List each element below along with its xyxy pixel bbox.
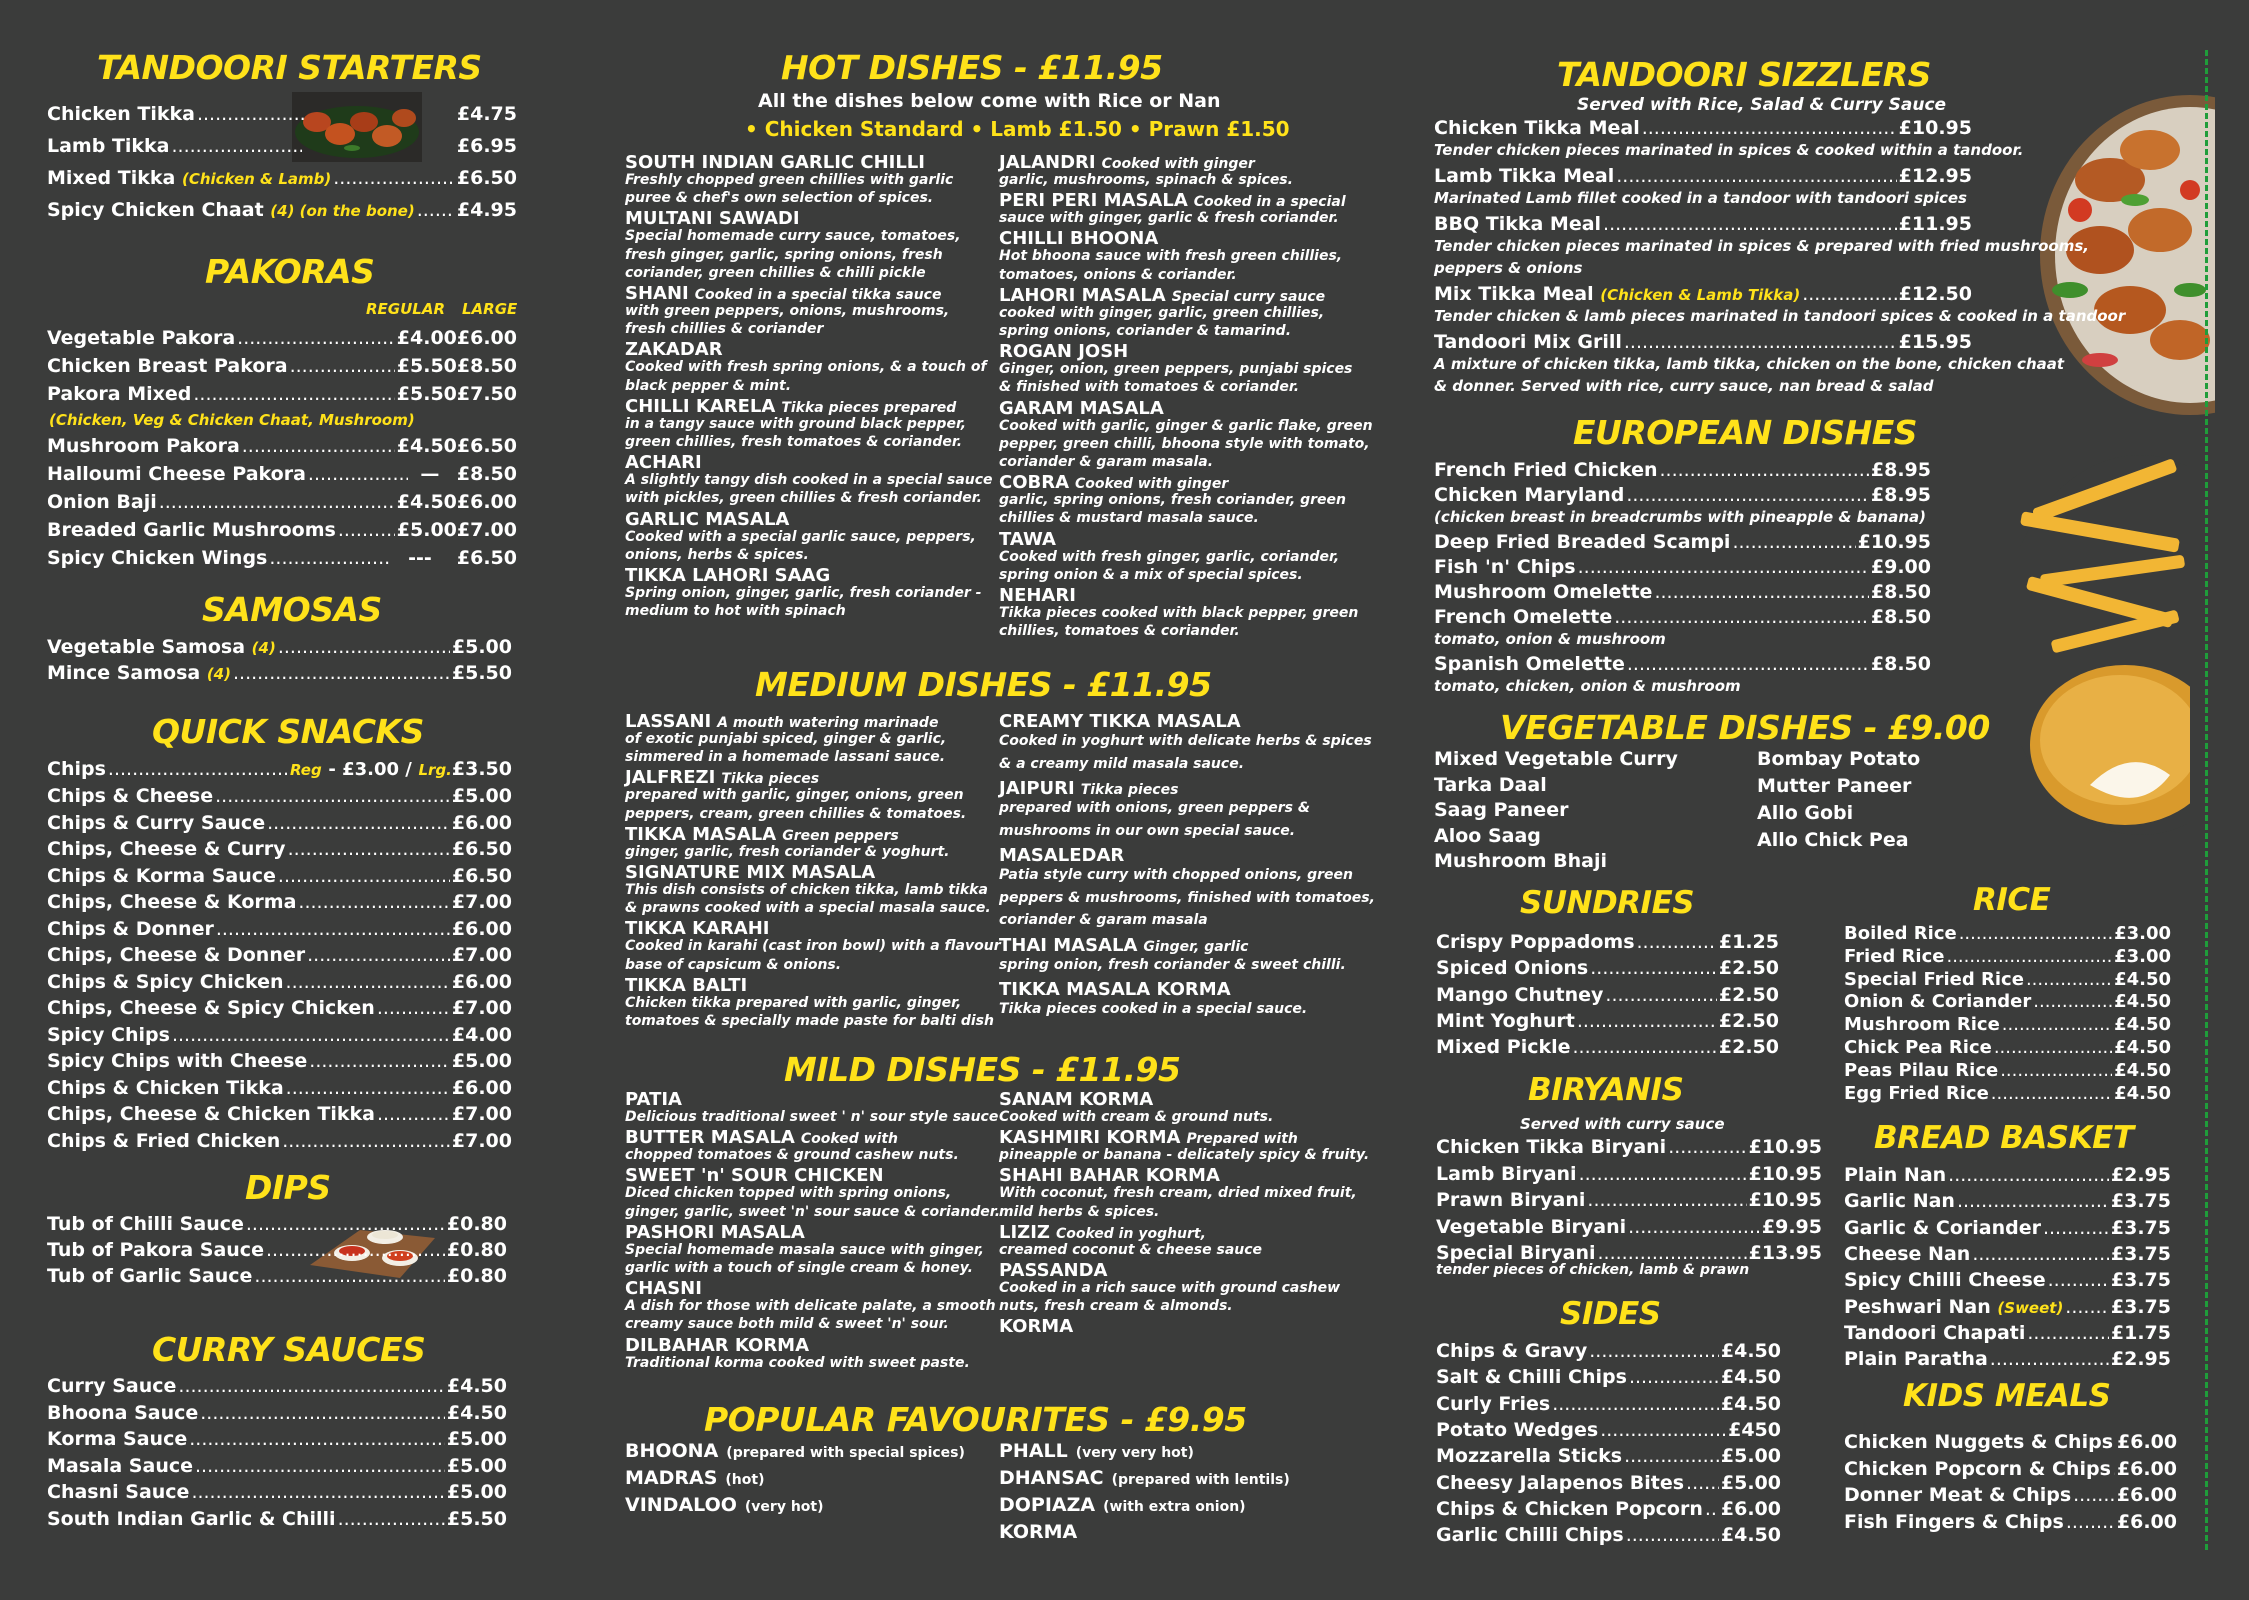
chips-row: Chips ..... Reg - £3.00 / Lrg. £3.50: [47, 758, 512, 780]
dish-inline-desc: Tikka pieces prepared: [781, 399, 957, 416]
dish-name: LIZIZ Cooked in yoghurt,: [999, 1221, 1206, 1243]
sundry-row: Mango Chutney ..... £2.50: [1436, 984, 1779, 1006]
dish-description: chillies, tomatoes & coriander.: [999, 623, 1240, 640]
snack-row: Chips, Cheese & Donner ..... £7.00: [47, 944, 512, 966]
dish-description: onions, herbs & spices.: [625, 546, 809, 563]
dish-inline-desc: Tikka pieces: [721, 771, 820, 788]
hot-dishes-title: HOT DISHES - £11.95: [781, 48, 1163, 87]
sundry-row: Crispy Poppadoms ..... £1.25: [1436, 931, 1779, 953]
dish-description: creamed coconut & cheese sauce: [999, 1241, 1263, 1258]
european-row: Spanish Omelette ..... £8.50: [1434, 653, 1931, 675]
dish-name: TIKKA LAHORI SAAG: [625, 565, 831, 586]
hot-dishes-options: • Chicken Standard • Lamb £1.50 • Prawn £1.50: [745, 117, 1290, 141]
dish-description: Freshly chopped green chillies with garlic: [625, 172, 954, 188]
favourite-item: DHANSAC (prepared with lentils): [999, 1467, 1290, 1489]
biryani-special-note: tender pieces of chicken, lamb & prawn: [1436, 1262, 1750, 1278]
biryani-row: Chicken Tikka Biryani ..... £10.95: [1436, 1136, 1822, 1158]
dish-name: SOUTH INDIAN GARLIC CHILLI: [625, 152, 925, 173]
dish-name: SHAHI BAHAR KORMA: [999, 1165, 1220, 1187]
pakora-row: Chicken Breast Pakora ..... £5.50 £8.50: [47, 355, 517, 377]
dish-description: Special homemade curry sauce, tomatoes,: [625, 228, 961, 245]
dish-description: nuts, fresh cream & almonds.: [999, 1298, 1233, 1315]
vegetable-item: Mixed Vegetable Curry: [1434, 748, 1678, 770]
snack-row: Spicy Chips with Cheese ..... £5.00: [47, 1050, 512, 1072]
dish-inline-desc: A mouth watering marinade: [717, 715, 939, 731]
kids-row: Chicken Nuggets & Chips £6.00: [1844, 1431, 2178, 1453]
dish-description: Chicken tikka prepared with garlic, ginger,: [625, 994, 962, 1011]
european-row: Chicken Maryland ..... £8.95: [1434, 484, 1931, 506]
sizzler-row: Chicken Tikka Meal ..... £10.95: [1434, 117, 1972, 139]
snack-row: Chips, Cheese & Curry ..... £6.50: [47, 838, 512, 860]
dish-name: ACHARI: [625, 452, 702, 474]
vegetable-item: Tarka Daal: [1434, 773, 1547, 796]
bread-row: Garlic Nan ..... £3.75: [1844, 1190, 2171, 1212]
dish-description: & finished with tomatoes & coriander.: [999, 379, 1300, 396]
dish-description: fresh ginger, garlic, spring onions, fresh: [625, 246, 943, 263]
dish-description: Cooked with cream & ground nuts.: [999, 1109, 1274, 1125]
dish-name: TIKKA KARAHI: [625, 918, 770, 940]
biryani-row: Vegetable Biryani ..... £9.95: [1436, 1216, 1822, 1238]
side-row: Potato Wedges ..... £450: [1436, 1419, 1781, 1441]
vegetable-item: Mushroom Bhaji: [1434, 850, 1608, 872]
dish-name: SANAM KORMA: [999, 1089, 1154, 1110]
dish-description: coriander & garam masala: [999, 912, 1208, 928]
bread-row: Peshwari Nan (Sweet) ..... £3.75: [1844, 1296, 2171, 1318]
dish-description: Delicious traditional sweet ' n' sour style sauce: [625, 1109, 999, 1125]
vegetable-item: Mutter Paneer: [1757, 775, 1912, 797]
dish-name: PASSANDA: [999, 1260, 1108, 1281]
dish-description: Diced chicken topped with spring onions,: [625, 1185, 952, 1202]
european-row: Deep Fried Breaded Scampi ..... £10.95: [1434, 531, 1931, 553]
dish-name: TIKKA BALTI: [625, 974, 748, 996]
bread-basket-title: BREAD BASKET: [1874, 1120, 2134, 1156]
dish-description: chopped tomatoes & ground cashew nuts.: [625, 1147, 959, 1164]
pakora-row: Onion Baji ..... £4.50 £6.00: [47, 491, 517, 513]
dish-inline-desc: Green peppers: [782, 827, 899, 844]
biryani-row: Lamb Biryani ..... £10.95: [1436, 1163, 1822, 1185]
sundry-row: Mint Yoghurt ..... £2.50: [1436, 1010, 1779, 1032]
dip-row: Tub of Garlic Sauce ..... £0.80: [47, 1265, 507, 1287]
mild-dishes-title: MILD DISHES - £11.95: [784, 1050, 1181, 1089]
vegetable-dishes-title: VEGETABLE DISHES - £9.00: [1500, 708, 1990, 747]
snack-row: Chips, Cheese & Korma ..... £7.00: [47, 891, 512, 913]
dish-description: coriander & garam masala.: [999, 454, 1214, 470]
sizzler-row: Mix Tikka Meal (Chicken & Lamb Tikka) ..... £12.50: [1434, 283, 1972, 305]
curry-sauces-title: CURRY SAUCES: [152, 1330, 426, 1369]
side-row: Mozzarella Sticks ..... £5.00: [1436, 1445, 1781, 1467]
rice-row: Boiled Rice ..... £3.00: [1844, 923, 2171, 944]
dish-name: DILBAHAR KORMA: [625, 1334, 810, 1356]
pakora-row: Vegetable Pakora ..... £4.00 £6.00: [47, 327, 517, 349]
sides-title: SIDES: [1560, 1296, 1661, 1332]
dish-name: MULTANI SAWADI: [625, 208, 800, 230]
european-description: tomato, onion & mushroom: [1434, 630, 1666, 648]
favourite-item: BHOONA (prepared with special spices): [625, 1440, 965, 1462]
snack-row: Chips & Spicy Chicken ..... £6.00: [47, 971, 512, 993]
snack-row: Chips & Donner ..... £6.00: [47, 918, 512, 940]
bread-row: Spicy Chilli Cheese ..... £3.75: [1844, 1269, 2171, 1291]
side-row: Curly Fries ..... £4.50: [1436, 1393, 1781, 1415]
starter-row: Spicy Chicken Chaat (4) (on the bone) ..... £4.95: [47, 199, 517, 221]
dish-description: A slightly tangy dish cooked in a special sauce: [625, 472, 993, 489]
sundry-row: Mixed Pickle ..... £2.50: [1436, 1036, 1779, 1058]
sizzler-description: Tender chicken pieces marinated in spices & cooked within a tandoor.: [1434, 141, 2024, 159]
dish-inline-desc: Cooked in a special tikka sauce: [694, 287, 942, 303]
dish-description: peppers & mushrooms, finished with tomatoes,: [999, 889, 1375, 906]
dish-description: A dish for those with delicate palate, a smooth: [625, 1298, 996, 1315]
sizzler-description: Tender chicken & lamb pieces marinated in tandoori spices & cooked in a tandoor: [1434, 307, 2126, 325]
dish-description: fresh chillies & coriander: [625, 321, 824, 338]
dish-name: TAWA: [999, 528, 1056, 550]
dish-description: Cooked with a special garlic sauce, peppers,: [625, 528, 976, 545]
dish-inline-desc: Special curry sauce: [1171, 288, 1326, 305]
quick-snacks-title: QUICK SNACKS: [152, 712, 424, 751]
dish-name: KASHMIRI KORMA Prepared with: [999, 1127, 1298, 1149]
dish-description: garlic, spring onions, fresh coriander, green: [999, 492, 1347, 509]
dish-description: Cooked with fresh ginger, garlic, coriander,: [999, 548, 1340, 565]
sizzler-photo: [2040, 90, 2215, 420]
dish-name: MASALEDAR: [999, 845, 1125, 866]
rice-row: Peas Pilau Rice ..... £4.50: [1844, 1060, 2171, 1081]
european-description: tomato, chicken, onion & mushroom: [1434, 677, 1741, 695]
dish-description: chillies & mustard masala sauce.: [999, 510, 1259, 527]
dish-description: green chillies, fresh tomatoes & coriander.: [625, 434, 963, 450]
snack-row: Spicy Chips ..... £4.00: [47, 1024, 512, 1046]
dish-name: PASHORI MASALA: [625, 1221, 805, 1243]
european-row: French Fried Chicken ..... £8.95: [1434, 459, 1931, 481]
biryani-row: Special Biryani ..... £13.95: [1436, 1242, 1822, 1264]
dish-description: coriander, green chillies & chilli pickle: [625, 264, 926, 281]
european-dishes-title: EUROPEAN DISHES: [1573, 413, 1918, 452]
sauce-row: Bhoona Sauce ..... £4.50: [47, 1402, 507, 1424]
pakora-mixed-note: (Chicken, Veg & Chicken Chaat, Mushroom): [49, 411, 415, 429]
dish-name: JALANDRI Cooked with ginger: [999, 152, 1255, 173]
dish-name: JALFREZI Tikka pieces: [625, 767, 820, 789]
dish-description: Tikka pieces cooked with black pepper, green: [999, 605, 1359, 621]
rice-row: Egg Fried Rice ..... £4.50: [1844, 1083, 2171, 1104]
fold-line: [2205, 50, 2208, 1550]
vegetable-item: Bombay Potato: [1757, 748, 1921, 770]
samosas-title: SAMOSAS: [202, 590, 382, 629]
starter-row: Chicken Tikka ..... £4.75: [47, 103, 517, 125]
hot-dishes-subtitle: All the dishes below come with Rice or Nan: [758, 90, 1221, 112]
kids-row: Fish Fingers & Chips ..... £6.00: [1844, 1511, 2177, 1533]
dish-description: This dish consists of chicken tikka, lamb tikka: [625, 882, 988, 898]
dish-description: pineapple or banana - delicately spicy & fruity.: [999, 1147, 1370, 1164]
dish-inline-desc: Cooked with: [800, 1131, 898, 1148]
dish-description: in a tangy sauce with ground black pepper,: [625, 415, 967, 432]
side-row: Garlic Chilli Chips ..... £4.50: [1436, 1524, 1781, 1546]
dish-name: NEHARI: [999, 585, 1076, 606]
fish-chips-photo: [2020, 455, 2190, 835]
pakora-regular-header: REGULAR: [366, 300, 446, 318]
dish-description: Cooked in a rich sauce with ground cashew: [999, 1280, 1341, 1296]
sizzler-row: Tandoori Mix Grill ..... £15.95: [1434, 331, 1972, 353]
dish-name: TIKKA MASALA Green peppers: [625, 823, 899, 845]
bread-row: Plain Paratha ..... £2.95: [1844, 1348, 2171, 1370]
dish-inline-desc: Cooked with ginger: [1075, 476, 1229, 493]
samosa-row: Vegetable Samosa (4) ..... £5.00: [47, 636, 512, 658]
snack-row: Chips, Cheese & Spicy Chicken ..... £7.00: [47, 997, 512, 1019]
bread-row: Tandoori Chapati ..... £1.75: [1844, 1322, 2171, 1344]
dip-row: Tub of Pakora Sauce ..... £0.80: [47, 1239, 507, 1261]
dish-description: medium to hot with spinach: [625, 603, 846, 620]
dish-name: GARAM MASALA: [999, 397, 1164, 419]
bread-row: Plain Nan ..... £2.95: [1844, 1164, 2171, 1186]
samosa-row: Mince Samosa (4) ..... £5.50: [47, 662, 512, 684]
favourite-item: KORMA: [999, 1521, 1078, 1543]
rice-row: Mushroom Rice ..... £4.50: [1844, 1014, 2171, 1035]
favourite-item: PHALL (very very hot): [999, 1440, 1194, 1462]
dish-description: prepared with onions, green peppers &: [999, 800, 1311, 816]
dish-description: & a creamy mild masala sauce.: [999, 755, 1245, 772]
dish-description: black pepper & mint.: [625, 377, 792, 394]
sauce-row: South Indian Garlic & Chilli ..... £5.50: [47, 1508, 507, 1530]
dish-description: Patia style curry with chopped onions, green: [999, 867, 1353, 883]
sauce-row: Curry Sauce ..... £4.50: [47, 1375, 507, 1397]
snack-row: Chips, Cheese & Chicken Tikka ..... £7.00: [47, 1103, 512, 1125]
sauce-row: Korma Sauce ..... £5.00: [47, 1428, 507, 1450]
pakora-row: Halloumi Cheese Pakora ..... — £8.50: [47, 463, 517, 485]
snack-row: Chips & Chicken Tikka ..... £6.00: [47, 1077, 512, 1099]
pakora-row: Pakora Mixed ..... £5.50 £7.50: [47, 383, 517, 405]
pakora-row: Mushroom Pakora ..... £4.50 £6.50: [47, 435, 517, 457]
european-row: Mushroom Omelette ..... £8.50: [1434, 581, 1931, 603]
dish-name: CREAMY TIKKA MASALA: [999, 711, 1241, 732]
dish-name: SIGNATURE MIX MASALA: [625, 862, 876, 883]
dish-name: PERI PERI MASALA Cooked in a special: [999, 190, 1346, 212]
dish-description: mushrooms in our own special sauce.: [999, 822, 1296, 839]
sizzler-description: A mixture of chicken tikka, lamb tikka, chicken on the bone, chicken chaat: [1434, 355, 2065, 373]
dish-name: BUTTER MASALA Cooked with: [625, 1127, 898, 1149]
pakora-large-header: LARGE: [462, 300, 518, 318]
dish-description: Ginger, onion, green peppers, punjabi spices: [999, 361, 1353, 378]
dish-description: tomatoes, onions & coriander.: [999, 266, 1237, 283]
dish-name: ROGAN JOSH: [999, 341, 1129, 363]
dish-name: ZAKADAR: [625, 339, 723, 361]
medium-dishes-title: MEDIUM DISHES - £11.95: [755, 665, 1212, 704]
sizzler-row: Lamb Tikka Meal ..... £12.95: [1434, 165, 1972, 187]
dish-description: ginger, garlic, sweet 'n' sour sauce & coriander.: [625, 1203, 1001, 1220]
sizzler-description: Marinated Lamb fillet cooked in a tandoor with tandoori spices: [1434, 189, 1967, 207]
tandoori-sizzlers-title: TANDOORI SIZZLERS: [1557, 55, 1931, 94]
sizzler-description: & donner. Served with rice, curry sauce, nan bread & salad: [1434, 377, 1934, 395]
dish-name: COBRA Cooked with ginger: [999, 472, 1229, 494]
dish-description: Cooked in yoghurt with delicate herbs & spices: [999, 733, 1372, 749]
dish-inline-desc: Cooked with ginger: [1101, 156, 1255, 172]
rice-title: RICE: [1973, 882, 2051, 918]
dish-description: creamy sauce both mild & sweet 'n' sour.: [625, 1316, 949, 1333]
side-row: Chips & Chicken Popcorn ..... £6.00: [1436, 1498, 1781, 1520]
sizzler-row: BBQ Tikka Meal ..... £11.95: [1434, 213, 1972, 235]
dish-description: prepared with garlic, ginger, onions, green: [625, 787, 964, 804]
dish-description: peppers, cream, green chillies & tomatoes.: [625, 805, 967, 822]
favourite-item: DOPIAZA (with extra onion): [999, 1494, 1246, 1516]
snack-row: Chips & Fried Chicken ..... £7.00: [47, 1130, 512, 1152]
snack-row: Chips & Cheese ..... £5.00: [47, 785, 512, 807]
dish-description: of exotic punjabi spiced, ginger & garlic,: [625, 731, 947, 747]
dish-name: JAIPURI Tikka pieces: [999, 778, 1179, 799]
dish-name: CHILLI KARELA Tikka pieces prepared: [625, 395, 957, 417]
dish-inline-desc: Ginger, garlic: [1143, 938, 1249, 955]
dish-inline-desc: Cooked in a special: [1193, 194, 1346, 211]
vegetable-item: Allo Chick Pea: [1757, 829, 1909, 851]
dish-description: puree & chef's own selection of spices.: [625, 190, 934, 207]
snack-row: Chips & Korma Sauce ..... £6.50: [47, 865, 512, 887]
biryani-row: Prawn Biryani ..... £10.95: [1436, 1189, 1822, 1211]
european-row: Fish 'n' Chips ..... £9.00: [1434, 556, 1931, 578]
dish-description: ginger, garlic, fresh coriander & yoghurt.: [625, 843, 950, 860]
kids-row: Donner Meat & Chips ..... £6.00: [1844, 1484, 2177, 1506]
dish-inline-desc: Tikka pieces: [1080, 782, 1179, 798]
vegetable-item: Allo Gobi: [1757, 802, 1854, 824]
dish-description: tomatoes & specially made paste for balti dish: [625, 1013, 994, 1029]
dish-description: with green peppers, onions, mushrooms,: [625, 303, 950, 319]
dish-name: TIKKA MASALA KORMA: [999, 979, 1231, 1000]
dish-description: Spring onion, ginger, garlic, fresh coriander -: [625, 585, 982, 601]
dish-description: spring onion, fresh coriander & sweet chilli.: [999, 956, 1346, 973]
vegetable-item: Saag Paneer: [1434, 799, 1569, 821]
dish-name: PATIA: [625, 1089, 682, 1110]
biryanis-title: BIRYANIS: [1528, 1072, 1684, 1108]
sundry-row: Spiced Onions ..... £2.50: [1436, 957, 1779, 979]
pakora-row: Spicy Chicken Wings ..... --- £6.50: [47, 547, 517, 569]
dip-row: Tub of Chilli Sauce ..... £0.80: [47, 1213, 507, 1235]
favourite-item: VINDALOO (very hot): [625, 1494, 824, 1516]
dish-description: pepper, green chilli, bhoona style with tomato,: [999, 435, 1370, 452]
vegetable-item: Aloo Saag: [1434, 824, 1541, 847]
left-column: [0, 0, 560, 1600]
dish-description: & prawns cooked with a special masala sauce.: [625, 900, 991, 917]
tandoori-starters-title: TANDOORI STARTERS: [97, 48, 482, 87]
bread-row: Garlic & Coriander ..... £3.75: [1844, 1217, 2171, 1239]
side-row: Salt & Chilli Chips ..... £4.50: [1436, 1366, 1781, 1388]
dish-name: THAI MASALA Ginger, garlic: [999, 934, 1249, 956]
biryanis-subtitle: Served with curry sauce: [1520, 1115, 1725, 1133]
dish-description: simmered in a homemade lassani sauce.: [625, 749, 946, 766]
side-row: Chips & Gravy ..... £4.50: [1436, 1340, 1781, 1362]
sizzler-description: peppers & onions: [1434, 259, 1583, 277]
sauce-row: Chasni Sauce ..... £5.00: [47, 1481, 507, 1503]
dish-description: Special homemade masala sauce with ginger,: [625, 1241, 984, 1258]
popular-favourites-title: POPULAR FAVOURITES - £9.95: [704, 1400, 1247, 1439]
pakoras-title: PAKORAS: [205, 252, 375, 291]
dish-description: Cooked with garlic, ginger & garlic flake, green: [999, 417, 1373, 434]
favourite-item: MADRAS (hot): [625, 1467, 765, 1489]
kids-meals-title: KIDS MEALS: [1903, 1378, 2111, 1414]
dish-description: Traditional korma cooked with sweet paste.: [625, 1354, 970, 1371]
dish-description: garlic with a touch of single cream & honey.: [625, 1260, 973, 1276]
dish-description: base of capsicum & onions.: [625, 956, 842, 973]
dish-description: With coconut, fresh cream, dried mixed fruit,: [999, 1185, 1357, 1202]
sizzlers-subtitle: Served with Rice, Salad & Curry Sauce: [1577, 95, 1947, 115]
dish-description: Cooked in karahi (cast iron bowl) with a flavour: [625, 938, 1001, 955]
dish-inline-desc: Cooked in yoghurt,: [1055, 1225, 1206, 1242]
dish-description: spring onion & a mix of special spices.: [999, 566, 1303, 583]
dish-name: CHASNI: [625, 1278, 702, 1300]
dish-name: LAHORI MASALA Special curry sauce: [999, 284, 1326, 306]
rice-row: Onion & Coriander ..... £4.50: [1844, 991, 2171, 1012]
dish-description: Hot bhoona sauce with fresh green chillies,: [999, 248, 1343, 265]
european-row: French Omelette ..... £8.50: [1434, 606, 1931, 628]
snack-row: Chips & Curry Sauce ..... £6.00: [47, 812, 512, 834]
rice-row: Chick Pea Rice ..... £4.50: [1844, 1037, 2171, 1058]
dish-name: SHANI Cooked in a special tikka sauce: [625, 283, 942, 304]
dish-description: garlic, mushrooms, spinach & spices.: [999, 172, 1293, 188]
sauce-row: Masala Sauce ..... £5.00: [47, 1455, 507, 1477]
dish-description: cooked with ginger, garlic, green chillies,: [999, 304, 1325, 321]
sundries-title: SUNDRIES: [1520, 885, 1695, 921]
rice-row: Fried Rice ..... £3.00: [1844, 946, 2171, 967]
bread-row: Cheese Nan ..... £3.75: [1844, 1243, 2171, 1265]
dish-description: Tikka pieces cooked in a special sauce.: [999, 1001, 1308, 1017]
dish-description: mild herbs & spices.: [999, 1203, 1160, 1220]
starter-row: Lamb Tikka ..... £6.95: [47, 135, 517, 157]
dish-description: sauce with ginger, garlic & fresh coriander.: [999, 210, 1339, 227]
side-row: Cheesy Jalapenos Bites ..... £5.00: [1436, 1472, 1781, 1494]
european-description: (chicken breast in breadcrumbs with pineapple & banana): [1434, 508, 1926, 526]
dish-inline-desc: Prepared with: [1186, 1131, 1298, 1148]
pakora-row: Breaded Garlic Mushrooms ..... £5.00 £7.00: [47, 519, 517, 541]
rice-row: Special Fried Rice ..... £4.50: [1844, 969, 2171, 990]
dish-name: KORMA: [999, 1316, 1074, 1338]
dish-name: CHILLI BHOONA: [999, 228, 1159, 250]
starter-row: Mixed Tikka (Chicken & Lamb) ..... £6.50: [47, 167, 517, 189]
middle-column: [600, 0, 1375, 1600]
dish-name: GARLIC MASALA: [625, 508, 790, 530]
dish-name: LASSANI A mouth watering marinade: [625, 711, 939, 732]
sizzler-description: Tender chicken pieces marinated in spices & prepared with fried mushrooms,: [1434, 237, 2089, 255]
right-column: [1400, 0, 2249, 1600]
dish-description: spring onions, coriander & tamarind.: [999, 323, 1292, 339]
kids-row: Chicken Popcorn & Chips ..... £6.00: [1844, 1458, 2177, 1480]
dish-description: with pickles, green chillies & fresh coriander.: [625, 490, 982, 507]
dips-title: DIPS: [245, 1168, 331, 1207]
dish-name: SWEET 'n' SOUR CHICKEN: [625, 1165, 884, 1187]
dish-description: Cooked with fresh spring onions, & a touch of: [625, 359, 987, 376]
